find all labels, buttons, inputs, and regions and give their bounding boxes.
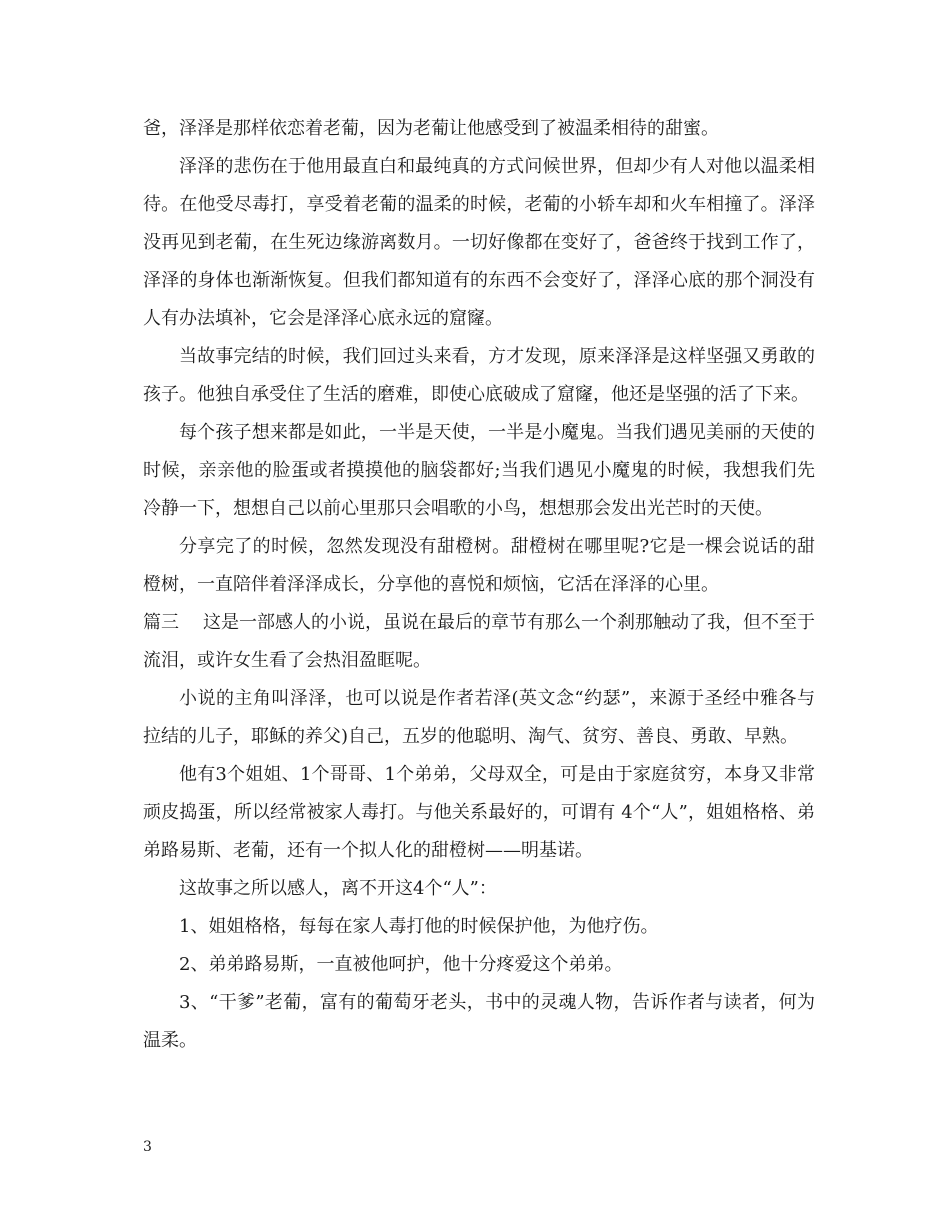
paragraph: 这故事之所以感人，离不开这4个“人”： [179,878,497,899]
paragraph: 爸，泽泽是那样依恋着老葡，因为老葡让他感受到了被温柔相待的甜蜜。 [143,118,719,139]
paragraph: 泽泽的悲伤在于他用最直白和最纯真的方式问候世界，但却少有人对他以温柔相待。在他受尽毒打，享受着老葡的温柔的时候，老葡的小轿车却和火车相撞了。泽泽没再见到老葡，在生死边缘游离数月。一切好像都在变好了，爸爸终于找到工作了，泽泽的身体也渐渐恢复。但我们都知道有的东西不会变好了，泽泽心底的那个洞没有人有办法填补，它会是泽泽心底永远的窟窿。 [143,156,815,329]
paragraph: 分享完了的时候，忽然发现没有甜橙树。甜橙树在哪里呢?它是一棵会说话的甜橙树，一直陪伴着泽泽成长，分享他的喜悦和烦恼，它活在泽泽的心里。 [143,536,815,595]
section-paragraph [143,604,815,680]
list-item: 1、姐姐格格，每每在家人毒打他的时候保护他，为他疗伤。 [179,916,659,937]
list-item: 3、“干爹”老葡，富有的葡萄牙老头，书中的灵魂人物，告诉作者与读者，何为温柔。 [143,992,815,1051]
list-item: 2、弟弟路易斯，一直被他呵护，他十分疼爱这个弟弟。 [179,954,623,975]
paragraph: 当故事完结的时候，我们回过头来看，方才发现，原来泽泽是这样坚强又勇敢的孩子。他独自承受住了生活的磨难，即使心底破成了窟窿，他还是坚强的活了下来。 [143,346,815,405]
page-number: 3 [143,1139,152,1155]
section-first-text: 这是一部感人的小说，虽说在最后的章节有那么一个刹那触动了我，但不至于流泪，或许女生看了会热泪盈眶呢。 [143,612,815,671]
body-text [143,110,815,1060]
paragraph: 小说的主角叫泽泽，也可以说是作者若泽(英文念“约瑟”，来源于圣经中雅各与拉结的儿子，耶稣的养父)自己，五岁的他聪明、淘气、贫穷、善良、勇敢、早熟。 [143,688,815,747]
paragraph: 他有3个姐姐、1个哥哥、1个弟弟，父母双全，可是由于家庭贫穷，本身又非常顽皮捣蛋，所以经常被家人毒打。与他关系最好的，可谓有 4个“人”，姐姐格格、弟弟路易斯、老葡，还有一个拟人化的甜橙树——明基诺。 [143,764,815,861]
paragraph: 每个孩子想来都是如此，一半是天使，一半是小魔鬼。当我们遇见美丽的天使的时候，亲亲他的脸蛋或者摸摸他的脑袋都好;当我们遇见小魔鬼的时候，我想我们先冷静一下，想想自己以前心里那只会唱歌的小鸟，想想那会发出光芒时的天使。 [143,422,815,519]
section-label: 篇三 [143,612,179,633]
